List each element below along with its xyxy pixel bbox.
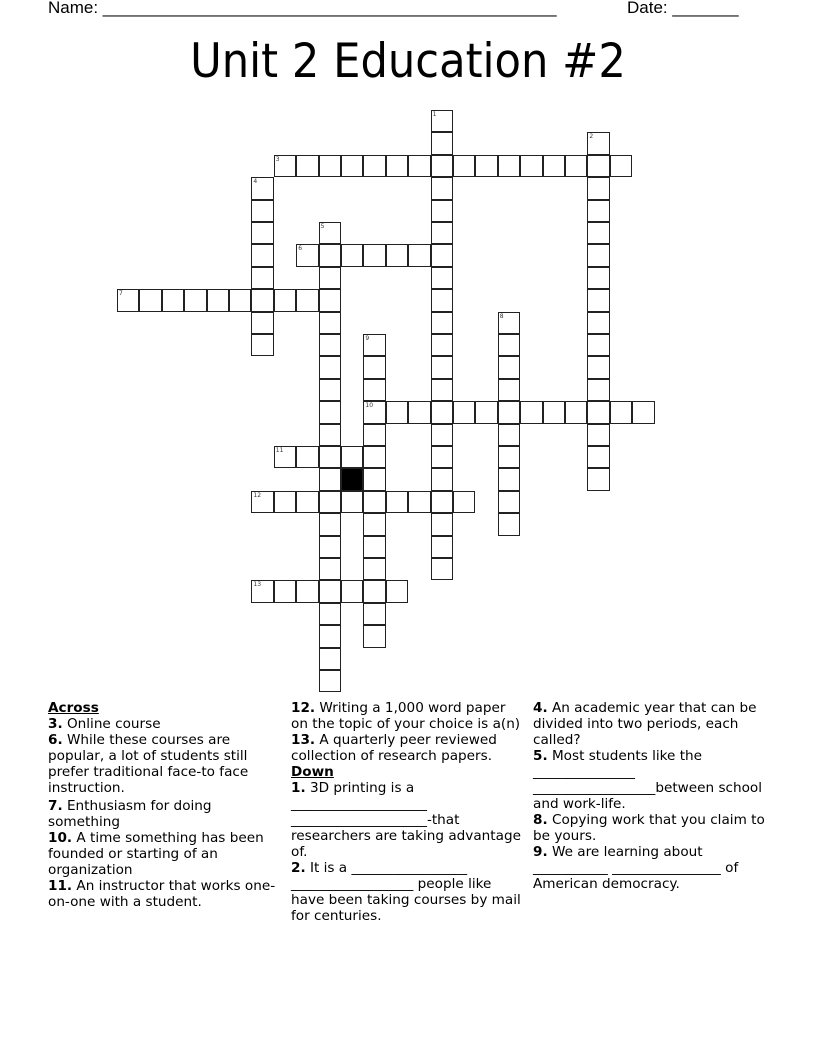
cell-number: 4 [253, 178, 258, 186]
cell-number: 13 [253, 581, 262, 589]
grid-cell[interactable] [341, 155, 363, 177]
grid-cell[interactable] [319, 244, 341, 266]
grid-cell[interactable] [431, 222, 453, 244]
grid-cell[interactable] [565, 155, 587, 177]
grid-cell[interactable] [587, 401, 609, 423]
grid-cell[interactable] [408, 401, 430, 423]
clue-text: Online course [62, 716, 161, 732]
grid-cell[interactable] [251, 334, 273, 356]
grid-cell[interactable] [319, 625, 341, 647]
grid-cell[interactable] [498, 513, 520, 535]
clue-down-2 [291, 860, 523, 924]
grid-cell[interactable] [319, 356, 341, 378]
grid-cell[interactable] [498, 312, 520, 334]
grid-cell[interactable] [632, 401, 654, 423]
grid-cell[interactable] [543, 401, 565, 423]
cell-number: 7 [119, 290, 123, 298]
grid-cell[interactable] [431, 536, 453, 558]
date-field-label[interactable]: Date: _______ [627, 0, 739, 17]
clue-text: While these courses are popular, a lot of students still prefer traditional face-to face instruction. [48, 732, 249, 796]
clue-down-4 [533, 700, 773, 748]
grid-cell[interactable] [520, 155, 542, 177]
grid-cell[interactable] [363, 244, 385, 266]
grid-cell[interactable] [498, 446, 520, 468]
clue-number: 8. [533, 812, 548, 828]
cell-number: 12 [253, 491, 262, 499]
grid-cell[interactable] [498, 491, 520, 513]
grid-cell[interactable] [475, 401, 497, 423]
clue-across-13 [291, 732, 523, 764]
grid-cell[interactable] [431, 334, 453, 356]
grid-cell[interactable] [431, 110, 453, 132]
grid-cell[interactable] [296, 289, 318, 311]
grid-cell[interactable] [587, 244, 609, 266]
clue-text: A time something has been founded or starting of an organization [48, 830, 264, 878]
clue-across-10 [48, 830, 283, 878]
grid-cell[interactable] [453, 155, 475, 177]
grid-cell[interactable] [363, 603, 385, 625]
grid-cell[interactable] [587, 356, 609, 378]
grid-cell[interactable] [251, 491, 273, 513]
grid-cell[interactable] [251, 177, 273, 199]
grid-cell[interactable] [587, 177, 609, 199]
grid-cell[interactable] [319, 267, 341, 289]
grid-cell[interactable] [363, 446, 385, 468]
grid-cell[interactable] [363, 558, 385, 580]
cell-number: 9 [365, 335, 370, 342]
name-field-label[interactable]: Name: ________________________________________________ [48, 0, 557, 17]
grid-cell[interactable] [363, 356, 385, 378]
grid-cell[interactable] [341, 491, 363, 513]
grid-cell[interactable] [363, 491, 385, 513]
grid-cell[interactable] [296, 580, 318, 602]
grid-cell[interactable] [587, 267, 609, 289]
grid-cell[interactable] [251, 580, 273, 602]
grid-cell[interactable] [498, 401, 520, 423]
grid-cell[interactable] [319, 401, 341, 423]
cell-number: 1 [432, 111, 437, 118]
grid-cell[interactable] [587, 155, 609, 177]
clue-down-1 [291, 780, 523, 860]
grid-cell[interactable] [274, 491, 296, 513]
grid-cell[interactable] [341, 446, 363, 468]
grid-cell[interactable] [341, 580, 363, 602]
clue-text: Copying work that you claim to be yours. [533, 812, 765, 844]
down-heading: Down [291, 764, 334, 780]
grid-cell[interactable] [319, 155, 341, 177]
grid-cell[interactable] [296, 446, 318, 468]
clue-text: An instructor that works one-on-one with a student. [48, 878, 276, 910]
across-heading: Across [48, 700, 99, 716]
clue-across-11 [48, 878, 283, 910]
grid-cell[interactable] [251, 289, 273, 311]
grid-cell[interactable] [431, 491, 453, 513]
clue-across-12 [291, 700, 523, 732]
grid-cell[interactable] [363, 424, 385, 446]
grid-cell[interactable] [408, 155, 430, 177]
clue-number: 4. [533, 700, 548, 716]
grid-cell[interactable] [431, 289, 453, 311]
grid-cell[interactable] [431, 200, 453, 222]
grid-cell[interactable] [431, 155, 453, 177]
clue-down-5 [533, 748, 773, 812]
clue-number: 13. [291, 732, 316, 748]
cell-number: 5 [320, 223, 325, 230]
clue-down-8 [533, 812, 773, 844]
grid-cell[interactable] [296, 244, 318, 266]
grid-cell[interactable] [431, 312, 453, 334]
clue-number: 7. [48, 798, 63, 814]
grid-cell[interactable] [453, 491, 475, 513]
clue-text: Enthusiasm for doing something [48, 798, 212, 830]
grid-cell[interactable] [363, 379, 385, 401]
grid-cell[interactable] [386, 244, 408, 266]
grid-cell[interactable] [498, 356, 520, 378]
grid-cell[interactable] [386, 155, 408, 177]
grid-cell[interactable] [475, 155, 497, 177]
grid-cell[interactable] [587, 379, 609, 401]
clue-text: Writing a 1,000 word paper on the topic of your choice is a(n) [291, 700, 521, 732]
grid-cell[interactable] [386, 580, 408, 602]
grid-cell[interactable] [251, 222, 273, 244]
grid-cell[interactable] [319, 536, 341, 558]
grid-cell[interactable] [296, 155, 318, 177]
clue-text: 3D printing is a ____________________ ____________________-that researchers are taking advantage of. [291, 780, 521, 860]
grid-cell[interactable] [431, 379, 453, 401]
grid-cell[interactable] [431, 558, 453, 580]
grid-cell[interactable] [610, 155, 632, 177]
grid-cell[interactable] [498, 468, 520, 490]
grid-cell[interactable] [386, 491, 408, 513]
grid-cell[interactable] [587, 446, 609, 468]
cell-number: 3 [275, 155, 280, 163]
grid-cell[interactable] [520, 401, 542, 423]
grid-cell[interactable] [587, 222, 609, 244]
grid-cell[interactable] [319, 580, 341, 602]
grid-cell[interactable] [431, 244, 453, 266]
grid-cell[interactable] [363, 468, 385, 490]
grid-cell[interactable] [319, 670, 341, 692]
grid-cell[interactable] [431, 356, 453, 378]
page-title: Unit 2 Education #2 [190, 34, 626, 89]
grid-cell[interactable] [363, 401, 385, 423]
grid-cell[interactable] [587, 200, 609, 222]
grid-cell[interactable] [431, 267, 453, 289]
grid-cell[interactable] [498, 379, 520, 401]
grid-cell[interactable] [408, 244, 430, 266]
grid-cell[interactable] [408, 491, 430, 513]
grid-cell[interactable] [453, 401, 475, 423]
grid-cell[interactable] [587, 132, 609, 154]
clue-number: 9. [533, 844, 548, 860]
cell-number: 8 [499, 312, 504, 320]
grid-cell[interactable] [431, 132, 453, 154]
clue-down-9 [533, 844, 773, 892]
grid-cell[interactable] [319, 558, 341, 580]
grid-cell[interactable] [363, 513, 385, 535]
grid-cell[interactable] [565, 401, 587, 423]
grid-cell[interactable] [431, 513, 453, 535]
grid-cell[interactable] [431, 177, 453, 199]
grid-cell[interactable] [543, 155, 565, 177]
grid-cell[interactable] [184, 289, 206, 311]
grid-cell[interactable] [296, 491, 318, 513]
grid-cell[interactable] [431, 424, 453, 446]
grid-cell[interactable] [229, 289, 251, 311]
grid-cell[interactable] [139, 289, 161, 311]
grid-cell[interactable] [363, 334, 385, 356]
grid-cell[interactable] [274, 446, 296, 468]
grid-cell[interactable] [319, 312, 341, 334]
grid-cell[interactable] [498, 334, 520, 356]
grid-cell[interactable] [386, 401, 408, 423]
clue-number: 2. [291, 860, 306, 876]
grid-cell[interactable] [587, 334, 609, 356]
clues-column-2 [291, 700, 523, 924]
clues-column-3 [533, 700, 773, 892]
clue-text: Most students like the _______________ __________________between school and work-life. [533, 748, 763, 812]
grid-cell[interactable] [319, 446, 341, 468]
grid-cell[interactable] [319, 334, 341, 356]
grid-cell[interactable] [587, 424, 609, 446]
grid-cell[interactable] [251, 267, 273, 289]
grid-cell[interactable] [431, 446, 453, 468]
grid-cell[interactable] [319, 648, 341, 670]
grid-cell[interactable] [319, 513, 341, 535]
cell-number: 2 [589, 133, 594, 141]
clue-text: It is a _________________ __________________ people like have been taking courses by mail for centuries. [291, 860, 521, 924]
black-cell [341, 468, 363, 490]
clue-text: We are learning about ___________ ________________ of American democracy. [533, 844, 739, 892]
grid-cell[interactable] [319, 603, 341, 625]
grid-cell[interactable] [117, 289, 139, 311]
cell-number: 11 [275, 447, 284, 454]
clue-number: 6. [48, 732, 63, 748]
grid-cell[interactable] [251, 244, 273, 266]
grid-cell[interactable] [363, 536, 385, 558]
grid-cell[interactable] [363, 155, 385, 177]
cell-number: 6 [298, 245, 303, 253]
clues-column-1 [48, 700, 283, 910]
grid-cell[interactable] [498, 155, 520, 177]
clue-across-3 [48, 716, 283, 732]
grid-cell[interactable] [319, 424, 341, 446]
clue-number: 5. [533, 748, 548, 764]
grid-cell[interactable] [274, 289, 296, 311]
grid-cell[interactable] [319, 222, 341, 244]
grid-cell[interactable] [363, 580, 385, 602]
grid-cell[interactable] [274, 155, 296, 177]
grid-cell[interactable] [251, 312, 273, 334]
clue-number: 11. [48, 878, 73, 894]
grid-cell[interactable] [498, 424, 520, 446]
grid-cell[interactable] [587, 468, 609, 490]
grid-cell[interactable] [341, 244, 363, 266]
clue-across-6 [48, 732, 283, 796]
clue-number: 12. [291, 700, 316, 716]
grid-cell[interactable] [319, 468, 341, 490]
grid-cell[interactable] [610, 401, 632, 423]
cell-number: 10 [365, 402, 374, 410]
grid-cell[interactable] [587, 289, 609, 311]
grid-cell[interactable] [319, 289, 341, 311]
grid-cell[interactable] [251, 200, 273, 222]
grid-cell[interactable] [587, 312, 609, 334]
grid-cell[interactable] [319, 379, 341, 401]
clue-text: A quarterly peer reviewed collection of research papers. [291, 732, 497, 764]
clue-text: An academic year that can be divided into two periods, each called? [533, 700, 757, 748]
clue-number: 10. [48, 830, 73, 846]
clue-number: 3. [48, 716, 63, 732]
clue-number: 1. [291, 780, 306, 796]
grid-cell[interactable] [319, 491, 341, 513]
grid-cell[interactable] [207, 289, 229, 311]
grid-cell[interactable] [274, 580, 296, 602]
grid-cell[interactable] [363, 625, 385, 647]
grid-cell[interactable] [431, 401, 453, 423]
grid-cell[interactable] [162, 289, 184, 311]
clue-across-7 [48, 798, 283, 830]
grid-cell[interactable] [431, 468, 453, 490]
